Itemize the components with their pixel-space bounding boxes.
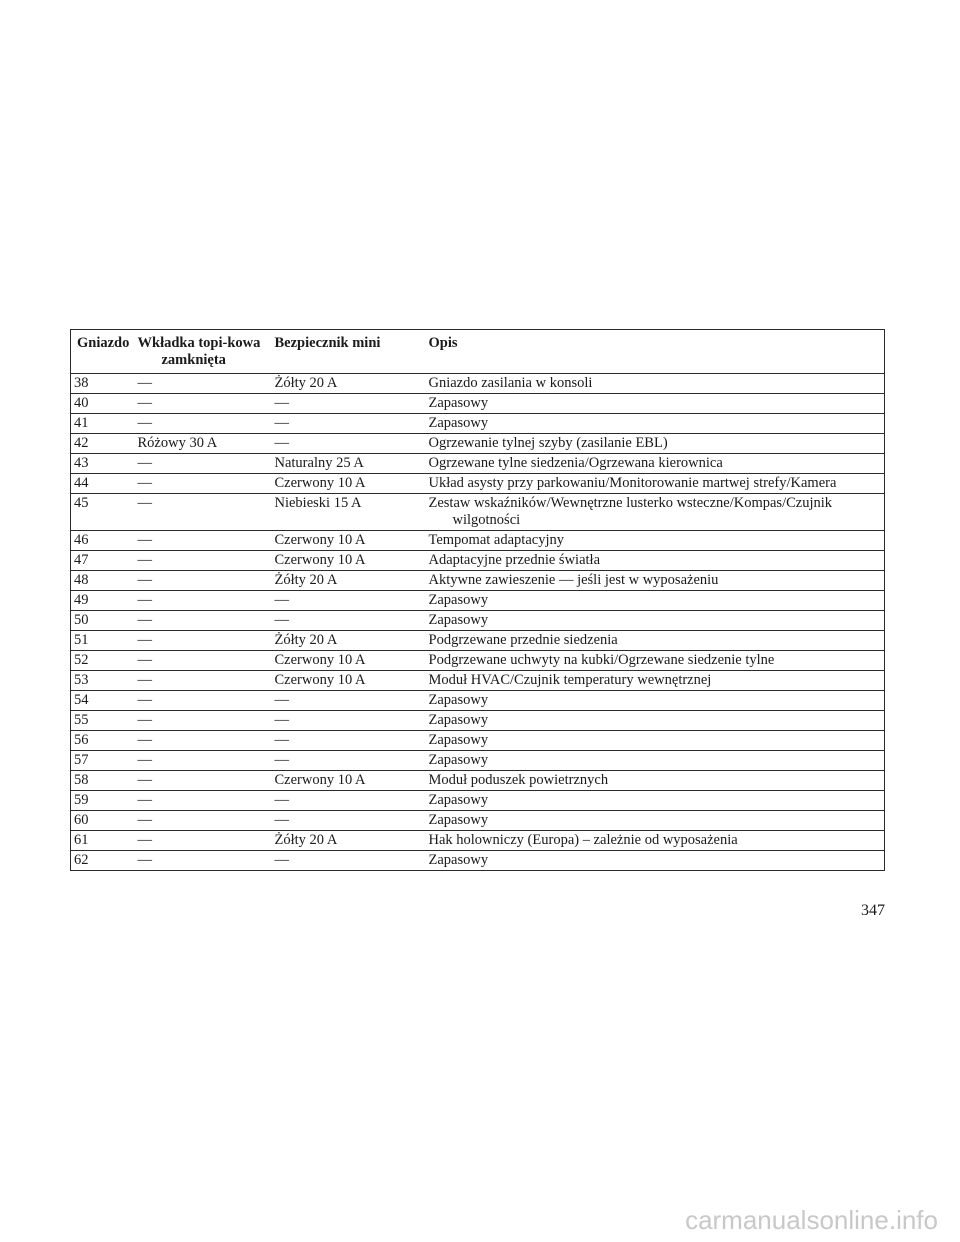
cell-socket: 48 [71,571,138,591]
table-body [71,374,885,871]
header-cartridge [138,330,273,374]
cell-description [427,474,885,494]
cell-mini-fuse: — [273,691,427,711]
cell-description-text: Zapasowy [428,852,489,868]
cell-mini-fuse: — [273,611,427,631]
cell-socket: 38 [71,374,138,394]
cell-socket: 51 [71,631,138,651]
cell-mini-fuse: Naturalny 25 A [273,454,427,474]
cell-description [427,414,885,434]
cell-socket: 42 [71,434,138,454]
cell-cartridge: — [138,791,273,811]
table-row [71,374,885,394]
cell-description [427,611,885,631]
cell-socket: 55 [71,711,138,731]
cell-mini-fuse: — [273,851,427,871]
cell-cartridge: — [138,811,273,831]
cell-description-text: Zapasowy [428,732,489,748]
cell-mini-fuse: — [273,394,427,414]
cell-socket: 57 [71,751,138,771]
cell-description [427,651,885,671]
cell-socket: 59 [71,791,138,811]
cell-description-text: Zapasowy [428,415,489,431]
cell-description-text: Aktywne zawieszenie — jeśli jest w wyposażeniu [428,572,719,588]
cell-mini-fuse: Żółty 20 A [273,831,427,851]
cell-description-text: Tempomat adaptacyjny [428,532,564,548]
cell-cartridge: — [138,831,273,851]
cell-cartridge: — [138,591,273,611]
table-row [71,811,885,831]
cell-description [427,831,885,851]
table-row [71,571,885,591]
cell-socket: 46 [71,531,138,551]
cell-description [427,791,885,811]
watermark-logo: carmanualsonline.info [685,1205,938,1235]
cell-mini-fuse: Czerwony 10 A [273,551,427,571]
cell-mini-fuse: Czerwony 10 A [273,771,427,791]
fuse-table [70,329,885,871]
cell-cartridge: — [138,651,273,671]
cell-cartridge: — [138,474,273,494]
cell-mini-fuse: — [273,414,427,434]
table-row [71,791,885,811]
cell-cartridge: — [138,771,273,791]
cell-description [427,531,885,551]
cell-cartridge: — [138,374,273,394]
cell-cartridge: — [138,454,273,474]
table-row [71,551,885,571]
table-row [71,851,885,871]
cell-description [427,394,885,414]
table-row [71,434,885,454]
cell-cartridge: — [138,751,273,771]
header-mini-fuse: Bezpiecznik mini [273,330,427,374]
cell-description [427,551,885,571]
cell-mini-fuse: — [273,791,427,811]
cell-socket: 49 [71,591,138,611]
cell-description-text: Podgrzewane przednie siedzenia [428,632,618,648]
table-row [71,414,885,434]
cell-description-text: Ogrzewane tylne siedzenia/Ogrzewana kierownica [428,455,723,471]
cell-description-text: Zapasowy [428,395,489,411]
cell-socket: 50 [71,611,138,631]
cell-mini-fuse: Żółty 20 A [273,374,427,394]
cell-description [427,751,885,771]
cell-cartridge: — [138,394,273,414]
cell-description [427,691,885,711]
cell-cartridge: — [138,414,273,434]
cell-mini-fuse: Czerwony 10 A [273,474,427,494]
cell-description-text: Zapasowy [428,592,489,608]
cell-mini-fuse: — [273,811,427,831]
cell-description [427,631,885,651]
table-row [71,591,885,611]
cell-socket: 56 [71,731,138,751]
cell-socket: 43 [71,454,138,474]
cell-mini-fuse: — [273,731,427,751]
cell-description [427,571,885,591]
cell-description-text: Adaptacyjne przednie światła [428,552,601,568]
cell-description [427,494,885,531]
cell-description-text: Gniazdo zasilania w konsoli [428,375,593,391]
cell-cartridge: — [138,494,273,531]
table-row [71,671,885,691]
cell-description-text: Zapasowy [428,692,489,708]
cell-socket: 54 [71,691,138,711]
table-header-row [71,330,885,374]
cell-mini-fuse: Niebieski 15 A [273,494,427,531]
table-row [71,631,885,651]
cell-description-text: Moduł poduszek powietrznych [428,772,609,788]
cell-cartridge: Różowy 30 A [138,434,273,454]
cell-description-text: Zapasowy [428,792,489,808]
table-row [71,731,885,751]
table-row [71,394,885,414]
cell-description-text: Zapasowy [428,752,489,768]
table-row [71,474,885,494]
cell-cartridge: — [138,531,273,551]
cell-mini-fuse: Czerwony 10 A [273,651,427,671]
cell-description [427,771,885,791]
cell-mini-fuse: Żółty 20 A [273,571,427,591]
cell-cartridge: — [138,691,273,711]
cell-mini-fuse: Czerwony 10 A [273,671,427,691]
cell-socket: 47 [71,551,138,571]
cell-description-text: Podgrzewane uchwyty na kubki/Ogrzewane siedzenie tylne [428,652,775,668]
cell-mini-fuse: — [273,751,427,771]
cell-socket: 58 [71,771,138,791]
cell-description-text: Układ asysty przy parkowaniu/Monitorowanie martwej strefy/Kamera [428,475,837,491]
page-number: 347 [861,902,885,919]
table-row [71,831,885,851]
table-row [71,494,885,531]
header-description: Opis [427,330,885,374]
cell-cartridge: — [138,851,273,871]
cell-socket: 41 [71,414,138,434]
cell-socket: 44 [71,474,138,494]
cell-description [427,811,885,831]
cell-description [427,454,885,474]
table-row [71,711,885,731]
cell-mini-fuse: Czerwony 10 A [273,531,427,551]
table-row [71,531,885,551]
cell-description-text: Zapasowy [428,812,489,828]
cell-mini-fuse: Żółty 20 A [273,631,427,651]
cell-description-text: Zapasowy [428,612,489,628]
table-row [71,691,885,711]
cell-description-text: Ogrzewanie tylnej szyby (zasilanie EBL) [428,435,668,451]
cell-description-text: Moduł HVAC/Czujnik temperatury wewnętrznej [428,672,712,688]
cell-socket: 60 [71,811,138,831]
cell-socket: 40 [71,394,138,414]
cell-cartridge: — [138,631,273,651]
header-socket: Gniazdo [71,330,138,374]
cell-description [427,434,885,454]
cell-description-text: Hak holowniczy (Europa) – zależnie od wyposażenia [428,832,738,848]
cell-mini-fuse: — [273,434,427,454]
table-row [71,651,885,671]
table-row [71,751,885,771]
cell-socket: 52 [71,651,138,671]
cell-socket: 61 [71,831,138,851]
cell-cartridge: — [138,611,273,631]
cell-description [427,711,885,731]
cell-mini-fuse: — [273,711,427,731]
cell-description-text: Zestaw wskaźników/Wewnętrzne lusterko wsteczne/Kompas/Czujnik wilgotności [428,495,833,528]
header-cartridge-text: Wkładka topi-kowa zamknięta [137,335,261,368]
cell-cartridge: — [138,731,273,751]
cell-cartridge: — [138,711,273,731]
cell-cartridge: — [138,551,273,571]
table-row [71,611,885,631]
cell-mini-fuse: — [273,591,427,611]
cell-socket: 62 [71,851,138,871]
cell-socket: 53 [71,671,138,691]
cell-description [427,591,885,611]
cell-cartridge: — [138,571,273,591]
cell-description [427,671,885,691]
cell-description-text: Zapasowy [428,712,489,728]
table-row [71,454,885,474]
cell-description [427,374,885,394]
cell-socket: 45 [71,494,138,531]
cell-description [427,731,885,751]
cell-cartridge: — [138,671,273,691]
table-row [71,771,885,791]
cell-description [427,851,885,871]
